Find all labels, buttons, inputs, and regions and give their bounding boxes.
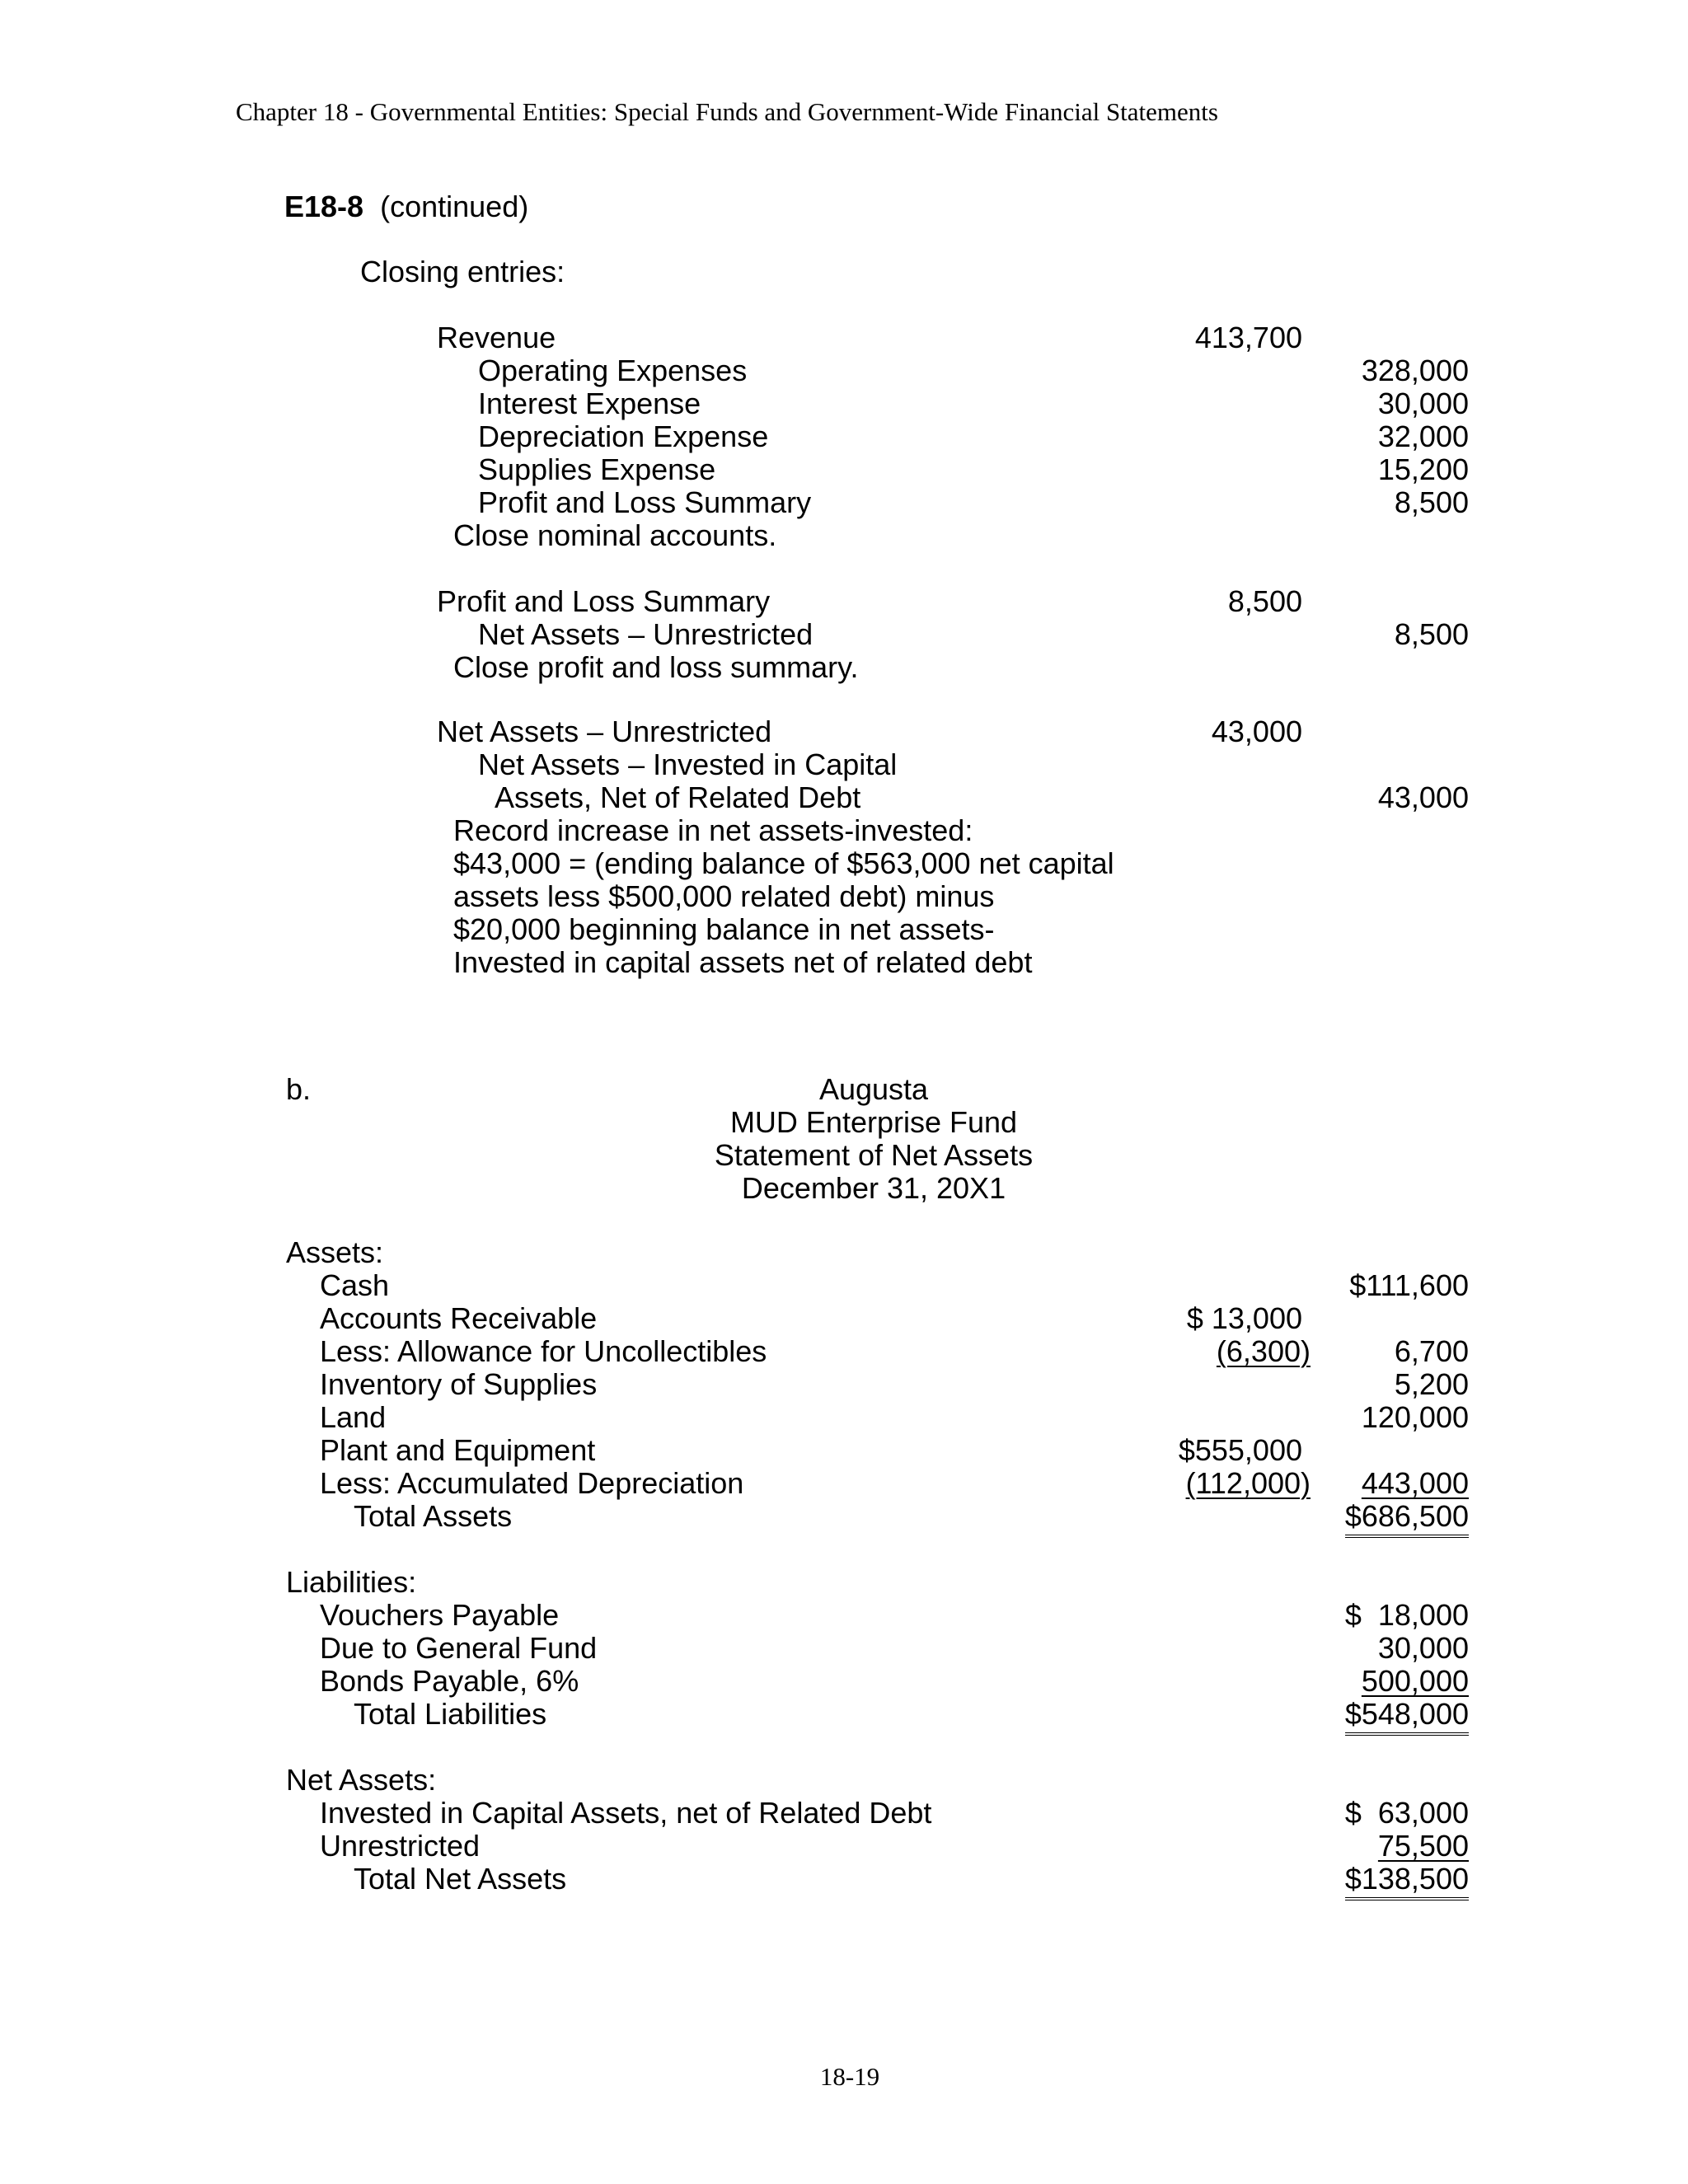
statement-fund: MUD Enterprise Fund bbox=[729, 1105, 1018, 1139]
entry1-debit-account: Revenue bbox=[437, 321, 556, 354]
entry3-memo-line: Record increase in net assets-invested: bbox=[453, 813, 973, 847]
ar-label: Accounts Receivable bbox=[320, 1301, 598, 1335]
part-label: b. bbox=[286, 1072, 312, 1106]
allowance-amount bbox=[1198, 1335, 1311, 1368]
total-assets-amount bbox=[1345, 1500, 1469, 1533]
entry3-memo-line: Invested in capital assets net of related debt bbox=[453, 945, 1033, 979]
page-number: 18-19 bbox=[819, 2062, 880, 2091]
unrestricted-amount bbox=[1342, 1830, 1469, 1863]
ar-net-amount: 6,700 bbox=[1394, 1334, 1469, 1368]
total-net-assets-amount bbox=[1345, 1863, 1469, 1896]
bonds-amount bbox=[1350, 1665, 1469, 1698]
entry3-memo-line: $43,000 = (ending balance of $563,000 net capital bbox=[453, 846, 1114, 880]
allowance-label: Less: Allowance for Uncollectibles bbox=[320, 1334, 767, 1368]
exercise-title bbox=[284, 190, 528, 224]
entry1-credit-amount: 32,000 bbox=[1377, 419, 1469, 453]
accum-amount bbox=[1183, 1467, 1311, 1500]
land-label: Land bbox=[320, 1400, 387, 1434]
entry1-debit-amount: 413,700 bbox=[1194, 321, 1302, 354]
entry2-memo: Close profit and loss summary. bbox=[453, 650, 859, 684]
entry1-credit-amount: 30,000 bbox=[1377, 387, 1469, 420]
entry1-memo: Close nominal accounts. bbox=[453, 518, 777, 552]
entry2-credit-amount: 8,500 bbox=[1394, 617, 1469, 651]
invested-label: Invested in Capital Assets, net of Related Debt bbox=[320, 1796, 932, 1830]
entry3-debit-account: Net Assets – Unrestricted bbox=[437, 715, 772, 748]
entry1-credit-account: Supplies Expense bbox=[478, 452, 716, 486]
total-net-assets-label: Total Net Assets bbox=[354, 1862, 567, 1896]
entry1-credit-account: Depreciation Expense bbox=[478, 419, 769, 453]
cash-amount: $111,600 bbox=[1349, 1268, 1469, 1302]
entry1-credit-account: Profit and Loss Summary bbox=[478, 485, 812, 519]
entry2-credit-account: Net Assets – Unrestricted bbox=[478, 617, 814, 651]
total-liabilities-label: Total Liabilities bbox=[354, 1697, 547, 1731]
entry3-credit-amount: 43,000 bbox=[1377, 780, 1469, 814]
assets-heading: Assets: bbox=[286, 1235, 384, 1269]
entry2-debit-account: Profit and Loss Summary bbox=[437, 584, 771, 618]
inventory-amount: 5,200 bbox=[1394, 1367, 1469, 1401]
due-label: Due to General Fund bbox=[320, 1631, 598, 1665]
accum-value: (112,000) bbox=[1185, 1466, 1311, 1500]
plant-label: Plant and Equipment bbox=[320, 1433, 596, 1467]
entry3-memo-line: $20,000 beginning balance in net assets- bbox=[453, 912, 995, 946]
vouchers-amount: $ 18,000 bbox=[1344, 1598, 1469, 1632]
entry1-credit-amount: 8,500 bbox=[1394, 485, 1469, 519]
closing-entries-title: Closing entries: bbox=[360, 255, 565, 288]
ar-amount: $ 13,000 bbox=[1186, 1301, 1302, 1335]
total-liabilities-value: $548,000 bbox=[1345, 1699, 1469, 1736]
total-net-assets-value: $138,500 bbox=[1345, 1864, 1469, 1900]
plant-net-amount bbox=[1350, 1467, 1469, 1500]
entry1-credit-account: Operating Expenses bbox=[478, 354, 748, 387]
entry2-debit-amount: 8,500 bbox=[1227, 584, 1302, 618]
unrestricted-label: Unrestricted bbox=[320, 1829, 481, 1863]
vouchers-label: Vouchers Payable bbox=[320, 1598, 560, 1632]
plant-net-value: 443,000 bbox=[1361, 1466, 1469, 1500]
plant-amount: $555,000 bbox=[1178, 1433, 1302, 1467]
exercise-id: E18-8 bbox=[284, 190, 364, 223]
chapter-header: Chapter 18 - Governmental Entities: Special Funds and Government-Wide Financial Statements bbox=[236, 97, 1218, 126]
total-assets-value: $686,500 bbox=[1345, 1502, 1469, 1538]
total-liabilities-amount bbox=[1345, 1698, 1469, 1731]
due-amount: 30,000 bbox=[1377, 1631, 1469, 1665]
entry1-credit-account: Interest Expense bbox=[478, 387, 701, 420]
unrestricted-value: 75,500 bbox=[1377, 1829, 1469, 1863]
land-amount: 120,000 bbox=[1361, 1400, 1469, 1434]
entry1-credit-amount: 15,200 bbox=[1377, 452, 1469, 486]
liabilities-heading: Liabilities: bbox=[286, 1565, 417, 1599]
entry1-credit-amount: 328,000 bbox=[1361, 354, 1469, 387]
entry3-memo-line: assets less $500,000 related debt) minus bbox=[453, 879, 995, 913]
accum-label: Less: Accumulated Depreciation bbox=[320, 1466, 744, 1500]
statement-entity: Augusta bbox=[818, 1072, 929, 1106]
cash-label: Cash bbox=[320, 1268, 390, 1302]
entry3-credit-account-line1: Net Assets – Invested in Capital bbox=[478, 748, 898, 781]
inventory-label: Inventory of Supplies bbox=[320, 1367, 598, 1401]
allowance-value: (6,300) bbox=[1216, 1334, 1311, 1368]
net-assets-heading: Net Assets: bbox=[286, 1763, 437, 1797]
entry3-debit-amount: 43,000 bbox=[1211, 715, 1302, 748]
total-assets-label: Total Assets bbox=[354, 1499, 513, 1533]
statement-date: December 31, 20X1 bbox=[741, 1171, 1006, 1205]
statement-title: Statement of Net Assets bbox=[714, 1138, 1034, 1172]
bonds-value: 500,000 bbox=[1361, 1664, 1469, 1698]
bonds-label: Bonds Payable, 6% bbox=[320, 1664, 579, 1698]
entry3-credit-account-line2: Assets, Net of Related Debt bbox=[495, 780, 861, 814]
exercise-suffix: (continued) bbox=[380, 190, 529, 223]
invested-amount: $ 63,000 bbox=[1344, 1796, 1469, 1830]
